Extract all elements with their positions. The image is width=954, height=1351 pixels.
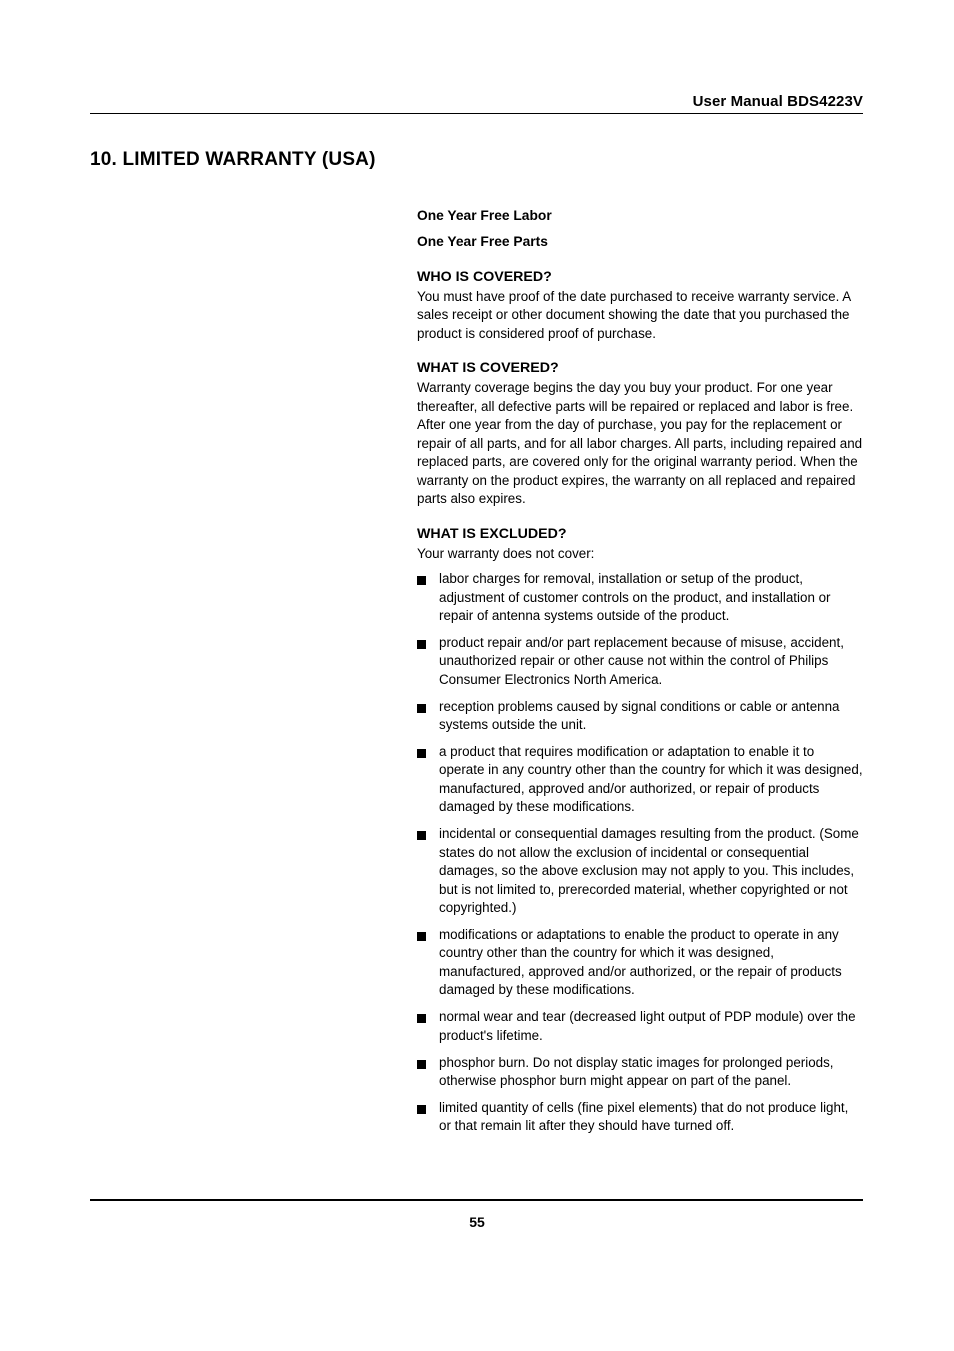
list-item: [417, 926, 863, 1000]
list-item: [417, 1099, 863, 1136]
exclusion-text: labor charges for removal, installation or setup of the product, adjustment of customer controls on the product, and installation or repair of antenna systems outside of the product.: [439, 571, 831, 623]
tagline-parts: One Year Free Parts: [417, 234, 548, 249]
exclusion-list: [417, 570, 863, 1136]
square-bullet-icon: [417, 749, 426, 758]
header-divider: [90, 113, 863, 114]
square-bullet-icon: [417, 1014, 426, 1023]
square-bullet-icon: [417, 640, 426, 649]
who-covered-heading: WHO IS COVERED?: [417, 268, 552, 285]
tagline-labor: One Year Free Labor: [417, 208, 552, 223]
list-item: [417, 1008, 863, 1045]
exclusion-text: product repair and/or part replacement because of misuse, accident, unauthorized repair or other cause not within the control of Philips Consumer Electronics North America.: [439, 634, 844, 687]
who-covered-body: You must have proof of the date purchased to receive warranty service. A sales receipt or other document showing the date that you purchased the product is considered proof of purchase.: [417, 288, 851, 341]
exclusion-text: reception problems caused by signal conditions or cable or antenna systems outside the unit.: [439, 698, 840, 733]
square-bullet-icon: [417, 576, 426, 585]
footer-divider: [90, 1199, 863, 1201]
exclusion-text: limited quantity of cells (fine pixel elements) that do not produce light, or that remain lit after they should have turned off.: [439, 1099, 849, 1134]
square-bullet-icon: [417, 932, 426, 941]
exclusion-text: phosphor burn. Do not display static images for prolonged periods, otherwise phosphor burn might appear on part of the panel.: [439, 1054, 834, 1089]
exclusion-text: incidental or consequential damages resulting from the product. (Some states do not allow the exclusion of incidental or consequential damages, so the above exclusion may not apply to you. This includes, but is not limited to, prerecorded material, whether copyrighted or not copyrighted.): [439, 826, 859, 916]
what-excluded-heading: WHAT IS EXCLUDED?: [417, 525, 567, 542]
list-item: [417, 1054, 863, 1091]
exclusion-text: normal wear and tear (decreased light output of PDP module) over the product's lifetime.: [439, 1009, 856, 1043]
exclusion-text: a product that requires modification or adaptation to enable it to operate in any country other than the country for which it was designed, manufactured, approved and/or authorized, or repair of products damaged by these modifications.: [439, 743, 863, 815]
warranty-content: [417, 207, 863, 1144]
list-item: [417, 570, 863, 626]
square-bullet-icon: [417, 1105, 426, 1114]
list-item: [417, 743, 863, 817]
header-title: User Manual BDS4223V: [692, 93, 863, 110]
square-bullet-icon: [417, 1060, 426, 1069]
exclusion-text: modifications or adaptations to enable the product to operate in any country other than the country for which it was designed, manufactured, approved and/or authorized, or the repair of products damaged by these modifications.: [439, 926, 842, 998]
square-bullet-icon: [417, 704, 426, 713]
what-covered-body: Warranty coverage begins the day you buy your product. For one year thereafter, all defective parts will be repaired or replaced and labor is free. After one year from the day of purchase, you pay for the replacement or repair of all parts, and for all labor charges. All parts, including repaired and replaced parts, are covered only for the original warranty period. When the warranty on the product expires, the warranty on all replaced and repaired parts also expires.: [417, 380, 863, 506]
what-excluded-intro: Your warranty does not cover:: [417, 545, 595, 561]
list-item: [417, 825, 863, 918]
chapter-title: 10. LIMITED WARRANTY (USA): [90, 149, 376, 170]
list-item: [417, 634, 863, 690]
page-number: 55: [469, 1214, 485, 1230]
square-bullet-icon: [417, 831, 426, 840]
list-item: [417, 698, 863, 735]
what-covered-heading: WHAT IS COVERED?: [417, 360, 559, 376]
